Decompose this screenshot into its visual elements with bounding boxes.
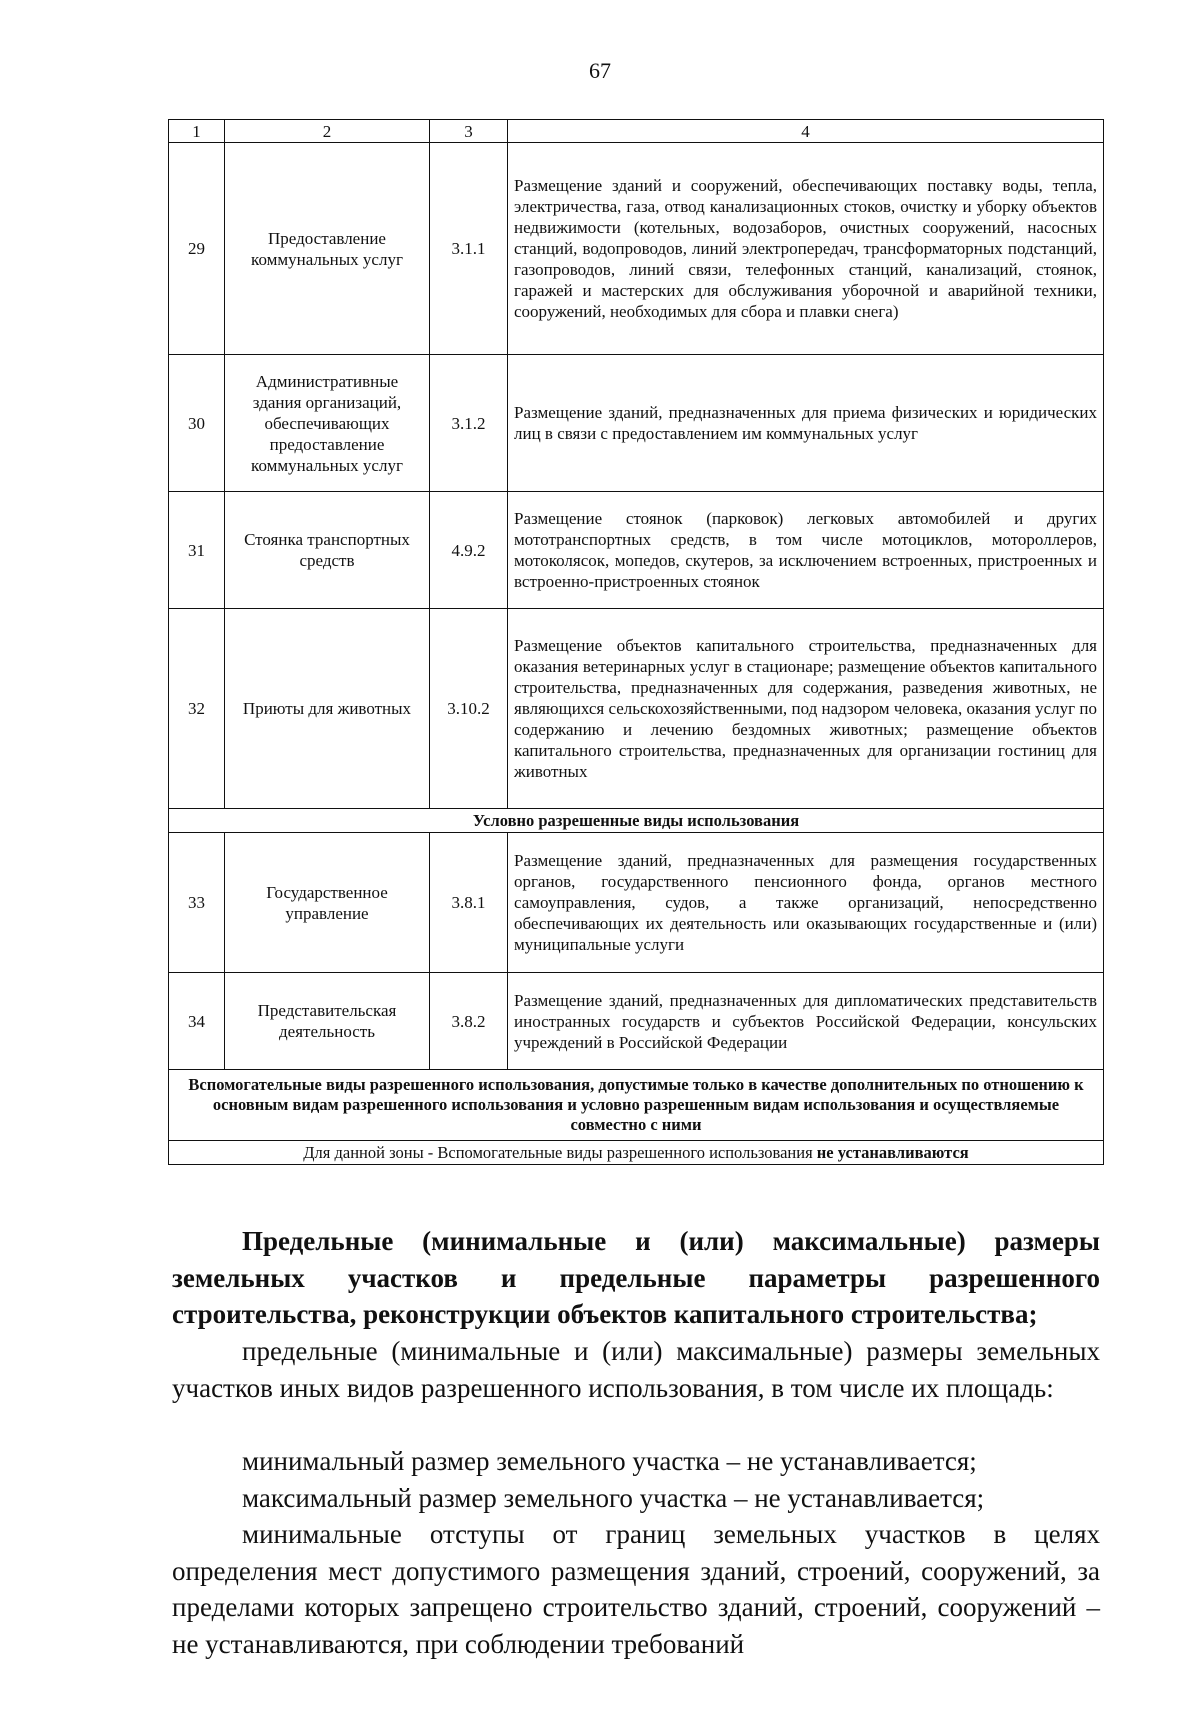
use-type-code: 3.1.1 [430,143,508,355]
section-conditional-title: Условно разрешенные виды использования [169,809,1104,833]
section-auxiliary-title: Вспомогательные виды разрешенного использования, допустимые только в качестве дополнительных по отношению к основным видам разрешенного использования и условно разрешенным видам использования и осуществляемые совместно с ними [169,1070,1104,1141]
table-row [169,492,1104,609]
row-number: 33 [169,833,225,973]
use-type-description: Размещение зданий, предназначенных для размещения государственных органов, государственного пенсионного фонда, органов местного самоуправления, судов, а также организаций, непосредственно обеспечивающих их деятельность или оказывающих государственные и (или) муниципальные услуги [508,833,1104,973]
use-type-code: 3.8.1 [430,833,508,973]
section-row [169,1070,1104,1141]
use-type-description: Размещение стоянок (парковок) легковых автомобилей и других мототранспортных средств, в том числе мотоциклов, мотороллеров, мотоколясок, мопедов, скутеров, за исключением встроенных, пристроенных и встроенно-пристроенных стоянок [508,492,1104,609]
paragraph: максимальный размер земельного участка – не устанавливается; [242,1483,985,1513]
use-type-code: 3.1.2 [430,355,508,492]
use-type-description: Размещение зданий, предназначенных для приема физических и юридических лиц в связи с предоставлением им коммунальных услуг [508,355,1104,492]
row-number: 34 [169,973,225,1070]
use-type-name: Государственное управление [225,833,430,973]
paragraph: минимальные отступы от границ земельных участков в целях определения мест допустимого размещения зданий, строений, сооружений, за пределами которых запрещено строительство зданий, строений, сооружений – не устанавливаются, при соблюдении требований [172,1519,1100,1659]
use-type-name: Приюты для животных [225,609,430,809]
row-number: 32 [169,609,225,809]
use-type-name: Стоянка транспортных средств [225,492,430,609]
paragraph: предельные (минимальные и (или) максимальные) размеры земельных участков иных видов разрешенного использования, в том числе их площадь: [172,1336,1100,1403]
row-number: 29 [169,143,225,355]
row-number: 30 [169,355,225,492]
land-use-table [168,119,1104,1165]
column-header: 4 [508,120,1104,143]
column-header: 3 [430,120,508,143]
page-number: 67 [589,58,611,83]
use-type-code: 3.8.2 [430,973,508,1070]
use-type-code: 3.10.2 [430,609,508,809]
table-row [169,973,1104,1070]
section-row [169,809,1104,833]
section-heading: Предельные (минимальные и (или) максимальные) размеры земельных участков и предельные параметры разрешенного строительства, реконструкции объектов капитального строительства; [172,1226,1100,1329]
use-type-description: Размещение объектов капитального строительства, предназначенных для оказания ветеринарных услуг в стационаре; размещение объектов капитального строительства, предназначенных для содержания, разведения животных, не являющихся сельскохозяйственными, под надзором человека, оказания услуг по содержанию и лечению бездомных животных; размещение объектов капитального строительства, предназначенных для организации гостиниц для животных [508,609,1104,809]
table-row [169,833,1104,973]
use-type-code: 4.9.2 [430,492,508,609]
use-type-name: Представительская деятельность [225,973,430,1070]
use-type-name: Административные здания организаций, обеспечивающих предоставление коммунальных услуг [225,355,430,492]
table-row [169,355,1104,492]
use-type-description: Размещение зданий и сооружений, обеспечивающих поставку воды, тепла, электричества, газа, отвод канализационных стоков, очистку и уборку объектов недвижимости (котельных, водозаборов, очистных сооружений, насосных станций, водопроводов, линий электропередач, трансформаторных подстанций, газопроводов, линий связи, телефонных станций, канализаций, стоянок, гаражей и мастерских для обслуживания уборочной и аварийной техники, сооружений, необходимых для сбора и плавки снега) [508,143,1104,355]
use-type-name: Предоставление коммунальных услуг [225,143,430,355]
column-header: 1 [169,120,225,143]
footer-row [169,1141,1104,1165]
footer-note-text: Для данной зоны - Вспомогательные виды разрешенного использования [303,1142,817,1162]
footer-note [169,1141,1104,1165]
table-row [169,143,1104,355]
table-row [169,609,1104,809]
use-type-description: Размещение зданий, предназначенных для дипломатических представительств иностранных государств и субъектов Российской Федерации, консульских учреждений в Российской Федерации [508,973,1104,1070]
column-header: 2 [225,120,430,143]
paragraph: минимальный размер земельного участка – не устанавливается; [242,1446,977,1476]
table-header-row [169,120,1104,143]
footer-note-emphasis: не устанавливаются [816,1142,969,1162]
row-number: 31 [169,492,225,609]
